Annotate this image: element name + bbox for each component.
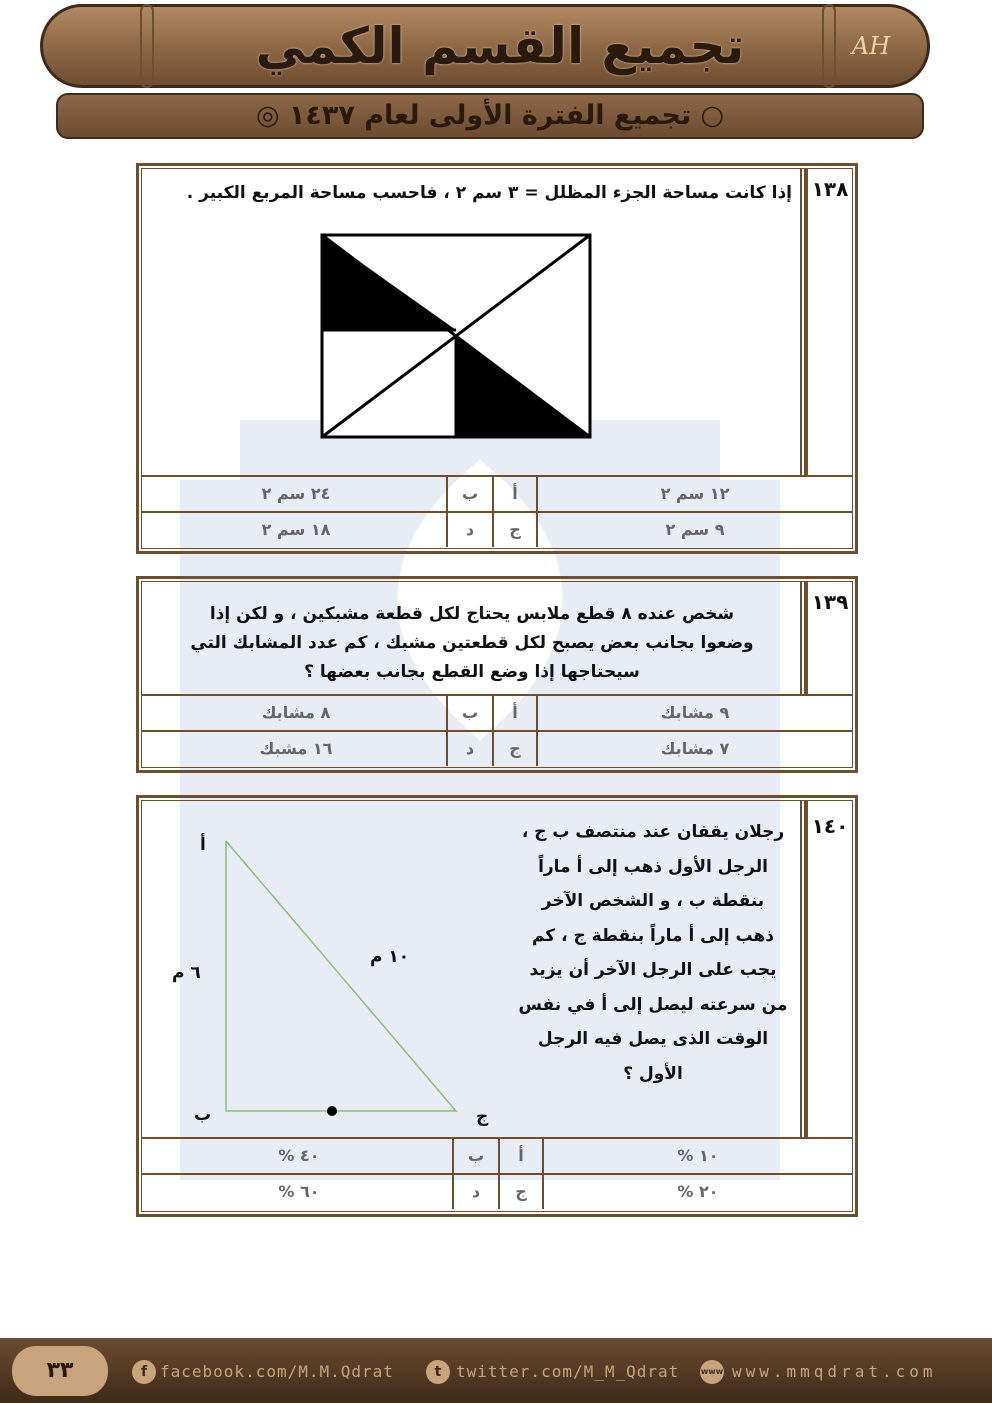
- options-row-1: [142, 694, 852, 730]
- options-row-1: [142, 1137, 852, 1173]
- question-line: الأول ؟: [623, 1063, 683, 1084]
- question-line: الرجل الأول ذهب إلى أ ماراً: [538, 856, 768, 877]
- header-ornament-left: [140, 4, 154, 88]
- question-text: [508, 815, 798, 1091]
- option-b[interactable]: ٨ مشابك: [261, 703, 331, 722]
- page-subtitle: ○ تجميع الفترة الأولى لعام ١٤٣٧ ◎: [255, 100, 725, 131]
- option-c[interactable]: ٧ مشابك: [536, 732, 852, 766]
- question-140: [138, 797, 856, 1215]
- option-letter-a: أ: [492, 477, 536, 511]
- right-triangle-figure: [222, 837, 462, 1117]
- question-139: [138, 578, 856, 771]
- option-d[interactable]: ١٨ سم ٢: [261, 520, 331, 539]
- option-a[interactable]: ٩ مشابك: [536, 696, 852, 730]
- option-b[interactable]: ٤٠ %: [278, 1146, 320, 1165]
- option-letter-a: أ: [492, 696, 536, 730]
- option-letter-c: ج: [492, 732, 536, 766]
- option-letter-b: ب: [446, 477, 492, 511]
- question-line: بنقطة ب ، و الشخص الآخر: [541, 891, 765, 911]
- option-letter-d: د: [452, 1175, 498, 1209]
- question-line: شخص عنده ٨ قطع ملابس يحتاج لكل قطعة مشبكين ، و لكن إذا: [209, 604, 735, 624]
- option-letter-c: ج: [492, 513, 536, 547]
- option-letter-d: د: [446, 513, 492, 547]
- divider: [800, 801, 808, 1137]
- question-text: [152, 596, 792, 691]
- question-line: ذهب إلى أ ماراً بنقطة ج ، كم: [531, 925, 775, 946]
- option-letter-b: ب: [452, 1139, 498, 1173]
- divider: [800, 582, 808, 694]
- question-line: رجلان يقفان عند منتصف ب ج ،: [521, 822, 785, 842]
- page-number: ٣٣: [12, 1346, 108, 1396]
- question-138: [138, 165, 856, 552]
- twitter-icon: t: [426, 1360, 450, 1384]
- twitter-link[interactable]: twitter.com/M_M_Qdrat: [456, 1362, 680, 1381]
- vertex-label-bottom-right: ج: [476, 1107, 489, 1127]
- question-text: إذا كانت مساحة الجزء المظلل = ٣ سم ٢ ، فاحسب مساحة المربع الكبير .: [186, 183, 792, 203]
- question-line: وضعوا بجانب بعض يصبح لكل قطعتين مشبك ، كم عدد المشابك التي: [190, 633, 754, 653]
- vertex-label-top: أ: [200, 835, 206, 855]
- option-d[interactable]: ٦٠ %: [278, 1182, 320, 1201]
- option-d[interactable]: ١٦ مشبك: [259, 739, 333, 758]
- option-b[interactable]: ٢٤ سم ٢: [261, 484, 331, 503]
- option-c[interactable]: ٩ سم ٢: [536, 513, 852, 547]
- options-table: [142, 475, 852, 547]
- options-row-2: [142, 730, 852, 766]
- option-letter-b: ب: [446, 696, 492, 730]
- option-c[interactable]: ٢٠ %: [542, 1175, 852, 1209]
- website-link[interactable]: www.mmqdrat.com: [732, 1362, 937, 1381]
- side-length-label: ٦ م: [172, 963, 201, 983]
- question-number: ١٣٩: [804, 582, 852, 694]
- logo: AH: [851, 32, 891, 60]
- question-number: ١٤٠: [804, 801, 852, 1137]
- question-line: سيحتاجها إذا وضع القطع بجانب بعضها ؟: [304, 662, 640, 682]
- option-a[interactable]: ١٠ %: [542, 1139, 852, 1173]
- facebook-icon: f: [132, 1360, 156, 1384]
- shaded-square-figure: [320, 233, 592, 439]
- hypotenuse-length-label: ١٠ م: [370, 947, 410, 967]
- options-table: [142, 694, 852, 766]
- option-letter-d: د: [446, 732, 492, 766]
- options-row-2: [142, 1173, 852, 1209]
- web-icon: www: [700, 1360, 724, 1384]
- question-line: من سرعته ليصل إلى أ في نفس: [518, 994, 788, 1015]
- page-title: تجميع القسم الكمي: [255, 17, 745, 75]
- divider: [800, 169, 808, 475]
- option-a[interactable]: ١٢ سم ٢: [536, 477, 852, 511]
- midpoint-dot: [327, 1106, 337, 1116]
- options-row-1: [142, 475, 852, 511]
- facebook-link[interactable]: facebook.com/M.M.Qdrat: [160, 1362, 394, 1381]
- option-letter-c: ج: [498, 1175, 542, 1209]
- vertex-label-bottom-left: ب: [194, 1105, 212, 1125]
- options-table: [142, 1137, 852, 1209]
- question-line: يجب على الرجل الآخر أن يزيد: [529, 960, 777, 980]
- options-row-2: [142, 511, 852, 547]
- option-letter-a: أ: [498, 1139, 542, 1173]
- question-line: الوقت الذى يصل فيه الرجل: [537, 1029, 769, 1049]
- question-number: ١٣٨: [804, 169, 852, 475]
